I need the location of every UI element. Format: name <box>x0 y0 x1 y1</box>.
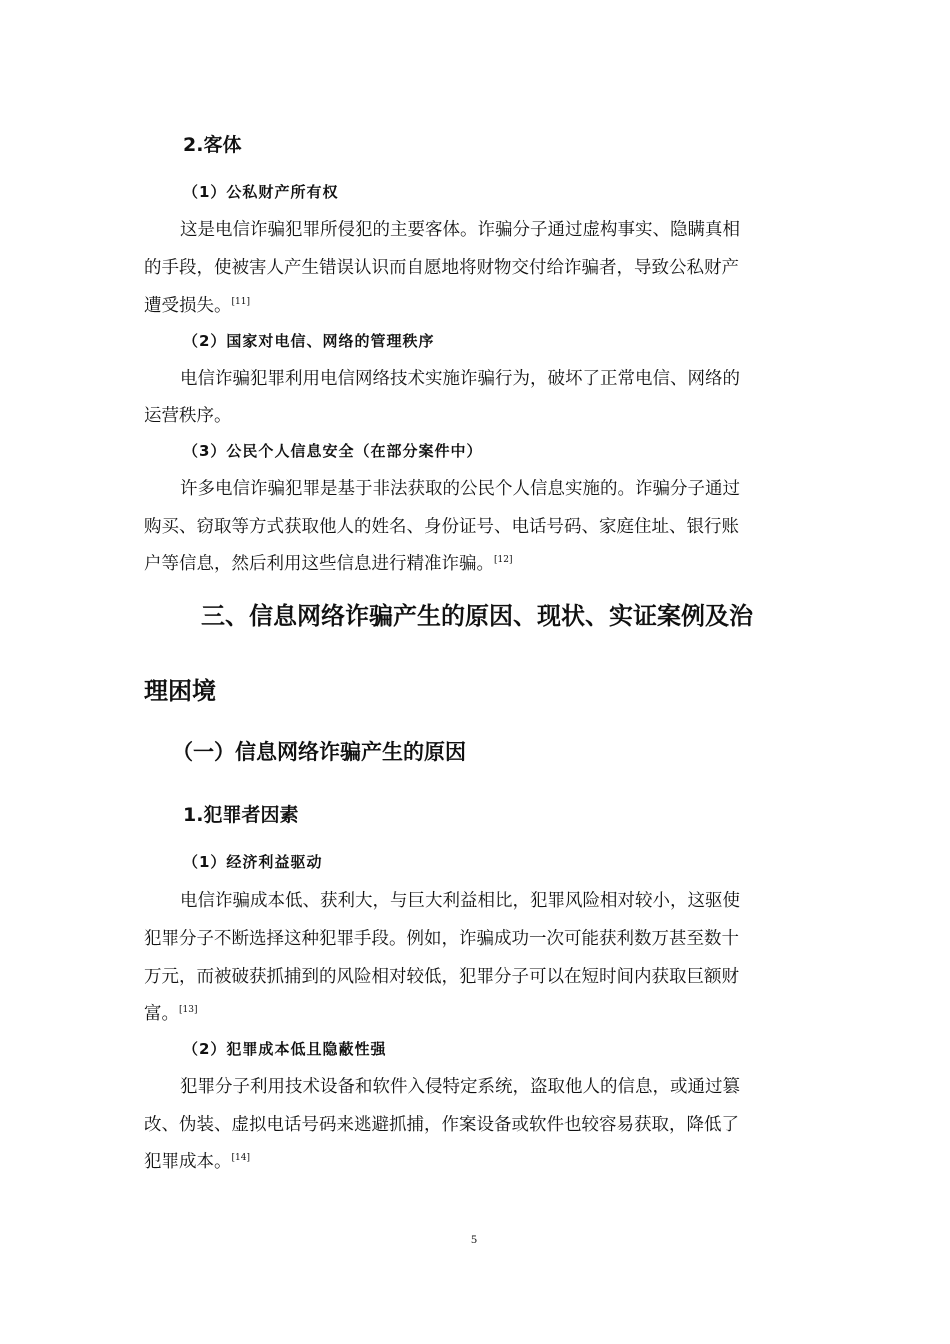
paragraph-line: 犯罪成本。[14] <box>144 1152 250 1172</box>
citation-ref: [13] <box>179 1005 198 1016</box>
section-heading: （一）信息网络诈骗产生的原因 <box>172 740 466 764</box>
section-heading: 2.客体 <box>183 134 242 156</box>
paragraph-line: 购买、窃取等方式获取他人的姓名、身份证号、电话号码、家庭住址、银行账 <box>144 517 739 537</box>
paragraph-line: 许多电信诈骗犯罪是基于非法获取的公民个人信息实施的。诈骗分子通过 <box>180 479 740 499</box>
paragraph-line: 犯罪分子利用技术设备和软件入侵特定系统，盗取他人的信息，或通过篡 <box>180 1077 740 1097</box>
citation-ref: [12] <box>494 555 513 566</box>
paragraph-line: 电信诈骗犯罪利用电信网络技术实施诈骗行为，破坏了正常电信、网络的 <box>180 369 740 389</box>
subsection-heading: （1）公私财产所有权 <box>183 183 339 201</box>
subsection-heading: （2）犯罪成本低且隐蔽性强 <box>183 1040 387 1058</box>
page-number: 5 <box>471 1232 477 1246</box>
paragraph-line: 运营秩序。 <box>144 406 232 426</box>
paragraph-line: 改、伪装、虚拟电话号码来逃避抓捕，作案设备或软件也较容易获取，降低了 <box>144 1115 739 1135</box>
subsection-heading: （3）公民个人信息安全（在部分案件中） <box>183 442 483 460</box>
item-heading: 1.犯罪者因素 <box>183 804 299 826</box>
citation-ref: [14] <box>231 1153 250 1164</box>
citation-ref: [11] <box>231 297 250 308</box>
paragraph-line: 这是电信诈骗犯罪所侵犯的主要客体。诈骗分子通过虚构事实、隐瞒真相 <box>180 220 740 240</box>
subsection-heading: （1）经济利益驱动 <box>183 853 323 871</box>
chapter-title-line: 三、信息网络诈骗产生的原因、现状、实证案例及治 <box>201 602 753 630</box>
paragraph-line: 遭受损失。[11] <box>144 296 250 316</box>
paragraph-line: 户等信息，然后利用这些信息进行精准诈骗。[12] <box>144 554 513 574</box>
paragraph-line: 电信诈骗成本低、获利大，与巨大利益相比，犯罪风险相对较小，这驱使 <box>180 891 740 911</box>
subsection-heading: （2）国家对电信、网络的管理秩序 <box>183 332 435 350</box>
paragraph-line: 万元，而被破获抓捕到的风险相对较低，犯罪分子可以在短时间内获取巨额财 <box>144 967 739 987</box>
paragraph-line: 的手段，使被害人产生错误认识而自愿地将财物交付给诈骗者，导致公私财产 <box>144 258 739 278</box>
chapter-title-line: 理困境 <box>144 677 216 705</box>
paragraph-line: 犯罪分子不断选择这种犯罪手段。例如，诈骗成功一次可能获利数万甚至数十 <box>144 929 739 949</box>
paragraph-line: 富。[13] <box>144 1004 198 1024</box>
